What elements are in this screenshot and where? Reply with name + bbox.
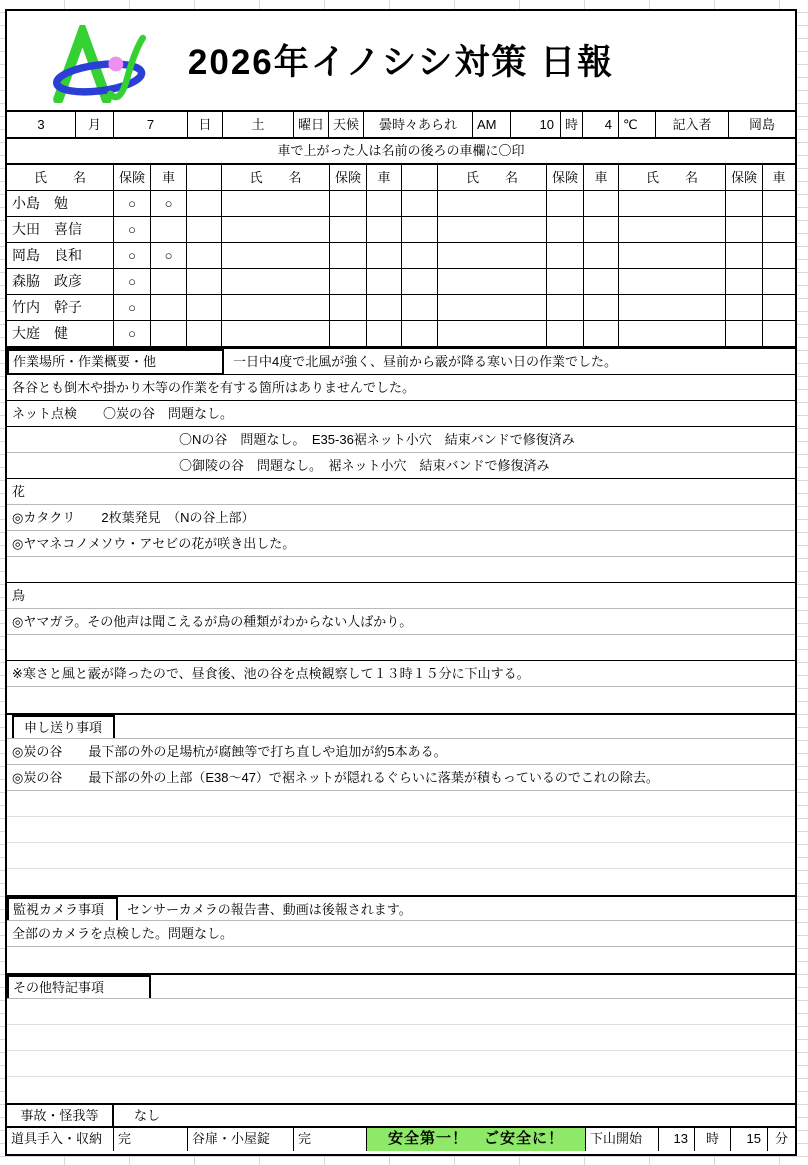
flower-item: ◎ヤマネコノメソウ・アセビの花が咲き出した。 — [7, 531, 795, 557]
member-car-mark — [151, 269, 187, 295]
other-notes-section-label: その他特記事項 — [7, 975, 151, 999]
member-insurance-mark — [547, 321, 584, 347]
member-name — [222, 269, 330, 295]
member-car-mark — [367, 191, 402, 217]
member-name: 森脇 政彦 — [7, 269, 114, 295]
member-name — [619, 321, 726, 347]
handover-section-label: 申し送り事項 — [12, 715, 115, 739]
net-check-line: 〇御陵の谷 問題なし。 裾ネット小穴 結束バンドで修復済み — [7, 453, 795, 479]
birds-section-label: 鳥 — [7, 583, 795, 609]
weekday-value: 土 — [223, 112, 294, 137]
handover-item: ◎炭の谷 最下部の外の上部（E38～47）で裾ネットが隠れるぐらいに落葉が積もっているのでこれの除去。 — [7, 765, 795, 791]
member-car-mark — [584, 243, 619, 269]
work-header-row — [7, 349, 795, 375]
day-value: 7 — [114, 112, 188, 137]
member-car-mark — [584, 191, 619, 217]
roster-header-name: 氏 名 — [438, 165, 547, 191]
member-car-mark — [151, 295, 187, 321]
gate-label: 谷扉・小屋錠 — [188, 1128, 294, 1151]
daily-report-sheet — [5, 9, 797, 1156]
member-car-mark — [763, 269, 795, 295]
roster-spacer — [402, 243, 438, 269]
descent-hour-value: 13 — [659, 1128, 695, 1151]
member-name: 大庭 健 — [7, 321, 114, 347]
roster-header-car: 車 — [367, 165, 402, 191]
roster-spacer — [187, 321, 222, 347]
blank-row — [7, 1051, 795, 1077]
blank-row — [7, 635, 795, 661]
temperature-value: 4 — [583, 112, 619, 137]
roster-header-name: 氏 名 — [222, 165, 330, 191]
roster-header-insurance: 保険 — [330, 165, 367, 191]
member-car-mark — [584, 269, 619, 295]
blank-row — [7, 817, 795, 843]
member-insurance-mark — [330, 191, 367, 217]
page-title: 2026年イノシシ対策 日報 — [187, 43, 615, 82]
roster-spacer — [402, 269, 438, 295]
blank-row — [7, 843, 795, 869]
roster-table — [7, 165, 795, 349]
member-insurance-mark — [726, 321, 763, 347]
member-insurance-mark — [547, 243, 584, 269]
net-check-line: 〇Nの谷 問題なし。 E35-36裾ネット小穴 結束バンドで修復済み — [7, 427, 795, 453]
blank-row — [7, 1025, 795, 1051]
roster-spacer — [402, 321, 438, 347]
roster-spacer — [187, 191, 222, 217]
member-insurance-mark: ○ — [114, 295, 151, 321]
bird-item: ◎ヤマガラ。その他声は聞こえるが鳥の種類がわからない人ばかり。 — [7, 609, 795, 635]
recorder-label: 記入者 — [656, 112, 729, 137]
member-car-mark — [584, 295, 619, 321]
member-insurance-mark — [330, 295, 367, 321]
weekday-label: 曜日 — [294, 112, 329, 137]
month-value: 3 — [7, 112, 76, 137]
member-name — [619, 295, 726, 321]
roster-header-car: 車 — [151, 165, 187, 191]
roster-spacer — [187, 165, 222, 191]
member-insurance-mark: ○ — [114, 321, 151, 347]
member-name: 竹内 幹子 — [7, 295, 114, 321]
member-name: 岡島 良和 — [7, 243, 114, 269]
member-car-mark — [367, 217, 402, 243]
member-name: 大田 喜信 — [7, 217, 114, 243]
member-car-mark — [367, 321, 402, 347]
handover-item: ◎炭の谷 最下部の外の足場杭が腐蝕等で打ち直しや追加が約5本ある。 — [7, 739, 795, 765]
roster-spacer — [187, 295, 222, 321]
blank-row — [7, 557, 795, 583]
member-insurance-mark — [330, 217, 367, 243]
member-car-mark — [763, 321, 795, 347]
member-car-mark — [367, 295, 402, 321]
member-car-mark — [763, 243, 795, 269]
member-car-mark: ○ — [151, 191, 187, 217]
member-car-mark — [151, 217, 187, 243]
member-insurance-mark — [547, 295, 584, 321]
accident-row — [7, 1103, 795, 1128]
member-car-mark — [763, 217, 795, 243]
work-section-label: 作業場所・作業概要・他 — [7, 349, 224, 375]
month-label: 月 — [76, 112, 114, 137]
blank-row — [7, 687, 795, 713]
member-name: 小島 勉 — [7, 191, 114, 217]
car-note-row: 車で上がった人は名前の後ろの車欄に〇印 — [7, 139, 795, 165]
member-name — [619, 191, 726, 217]
day-label: 日 — [188, 112, 223, 137]
member-car-mark — [367, 269, 402, 295]
roster-header-name: 氏 名 — [619, 165, 726, 191]
weather-value: 曇時々あられ — [364, 112, 473, 137]
member-insurance-mark: ○ — [114, 191, 151, 217]
descent-hour-unit: 時 — [695, 1128, 731, 1151]
member-insurance-mark — [547, 269, 584, 295]
member-insurance-mark — [726, 269, 763, 295]
member-name — [438, 269, 547, 295]
descent-minute-unit: 分 — [774, 1131, 788, 1146]
member-car-mark: ○ — [151, 243, 187, 269]
member-car-mark — [763, 191, 795, 217]
title-block — [7, 11, 795, 112]
roster-header-car: 車 — [584, 165, 619, 191]
roster-spacer — [402, 191, 438, 217]
safety-slogan-cell: 安全第一！ ご安全に！ — [367, 1128, 586, 1151]
member-car-mark — [763, 295, 795, 321]
member-insurance-mark — [330, 321, 367, 347]
descent-minute-value: 15 — [731, 1128, 768, 1151]
tools-label: 道具手入・収納 — [7, 1128, 114, 1151]
roster-header-car: 車 — [763, 165, 795, 191]
hour-label: 時 — [561, 112, 583, 137]
member-insurance-mark — [330, 243, 367, 269]
camera-item: 全部のカメラを点検した。問題なし。 — [7, 921, 795, 947]
gate-value: 完 — [294, 1128, 367, 1151]
closing-row — [7, 1128, 795, 1151]
blank-row — [7, 947, 795, 973]
member-name — [438, 191, 547, 217]
member-insurance-mark: ○ — [114, 269, 151, 295]
camera-note: センサーカメラの報告書、動画は後報されます。 — [127, 902, 412, 917]
other-notes-header-row — [7, 973, 795, 999]
member-name — [438, 295, 547, 321]
member-insurance-mark — [726, 191, 763, 217]
weather-label: 天候 — [329, 112, 364, 137]
remark-line: ※寒さと風と霰が降ったので、昼食後、池の谷を点検観察して１３時１５分に下山する。 — [7, 661, 795, 687]
descent-start-label: 下山開始 — [586, 1128, 659, 1151]
camera-header-row — [7, 895, 795, 921]
blank-row — [7, 1077, 795, 1103]
blank-row — [7, 999, 795, 1025]
member-name — [619, 269, 726, 295]
member-insurance-mark — [726, 243, 763, 269]
roster-spacer — [187, 269, 222, 295]
member-insurance-mark — [547, 191, 584, 217]
roster-header-insurance: 保険 — [114, 165, 151, 191]
work-line: 各谷とも倒木や掛かり木等の作業を有する箇所はありませんでした。 — [7, 375, 795, 401]
member-name — [438, 243, 547, 269]
hour-value: 10 — [511, 112, 561, 137]
tools-value: 完 — [114, 1128, 188, 1151]
accident-label: 事故・怪我等 — [7, 1105, 114, 1126]
member-name — [222, 191, 330, 217]
member-name — [222, 217, 330, 243]
roster-spacer — [402, 295, 438, 321]
roster-header-insurance: 保険 — [726, 165, 763, 191]
date-row — [7, 112, 795, 139]
member-car-mark — [151, 321, 187, 347]
member-insurance-mark — [726, 217, 763, 243]
member-insurance-mark: ○ — [114, 243, 151, 269]
roster-header-name: 氏 名 — [7, 165, 114, 191]
flowers-section-label: 花 — [7, 479, 795, 505]
handover-header-row — [7, 713, 795, 739]
temperature-unit: ℃ — [619, 112, 656, 137]
member-insurance-mark — [330, 269, 367, 295]
member-name — [619, 217, 726, 243]
member-car-mark — [367, 243, 402, 269]
member-car-mark — [584, 217, 619, 243]
blank-row — [7, 791, 795, 817]
ampm-value: AM — [473, 112, 511, 137]
camera-section-label: 監視カメラ事項 — [7, 897, 118, 921]
member-insurance-mark: ○ — [114, 217, 151, 243]
roster-spacer — [402, 165, 438, 191]
member-insurance-mark — [547, 217, 584, 243]
member-name — [222, 321, 330, 347]
member-car-mark — [584, 321, 619, 347]
member-name — [438, 321, 547, 347]
member-name — [222, 243, 330, 269]
blank-row — [7, 869, 795, 895]
roster-spacer — [187, 243, 222, 269]
roster-spacer — [402, 217, 438, 243]
roster-header-insurance: 保険 — [547, 165, 584, 191]
net-check-line: ネット点検 〇炭の谷 問題なし。 — [7, 401, 795, 427]
member-name — [619, 243, 726, 269]
member-name — [438, 217, 547, 243]
accident-value: なし — [134, 1108, 161, 1123]
flower-item: ◎カタクリ 2枚葉発見 （Nの谷上部） — [7, 505, 795, 531]
member-name — [222, 295, 330, 321]
work-summary: 一日中4度で北風が強く、昼前から霰が降る寒い日の作業でした。 — [233, 354, 617, 369]
recorder-value: 岡島 — [748, 117, 775, 132]
roster-spacer — [187, 217, 222, 243]
member-insurance-mark — [726, 295, 763, 321]
